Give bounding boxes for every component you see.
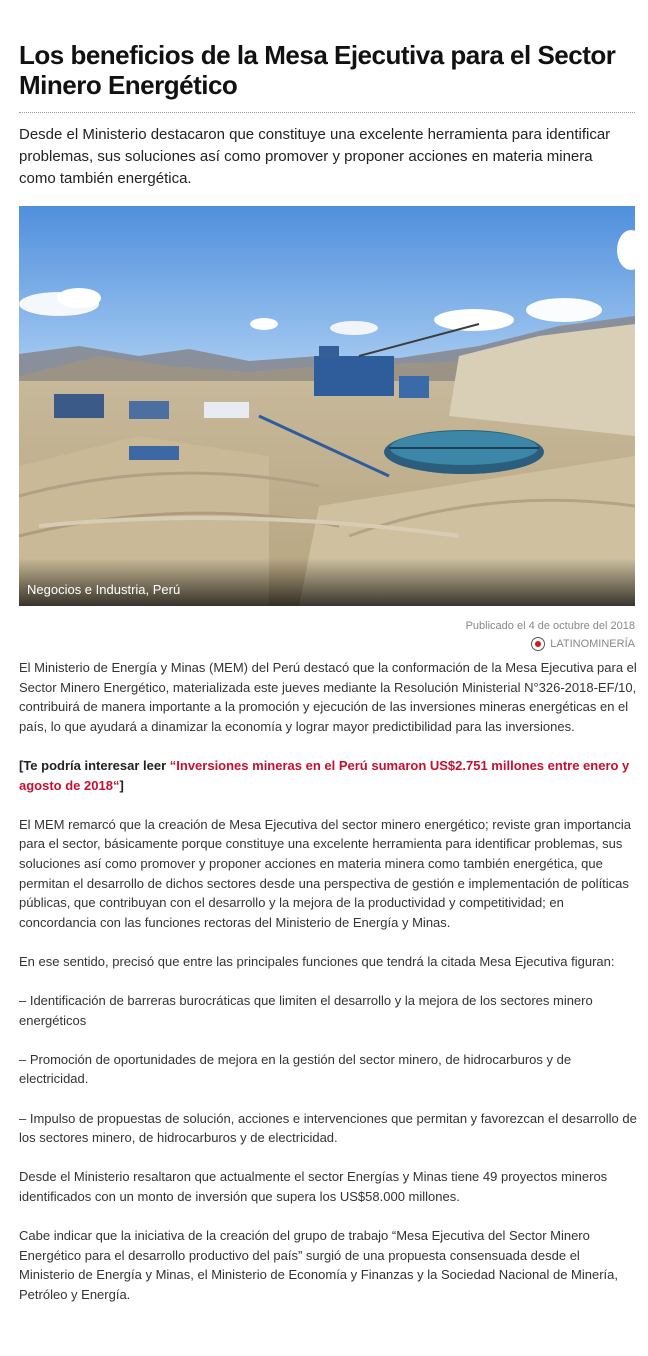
related-prefix: [Te podría interesar leer [19,757,170,773]
paragraph-functions-intro: En ese sentido, precisó que entre las principales funciones que tendrá la citada Mesa Ejecutiva figuran: [19,953,615,969]
paragraph-intro: El Ministerio de Energía y Minas (MEM) del Perú destacó que la conformación de la Mesa Ejecutiva para el Sector Minero Energético, materializada este jueves mediante la Resolución Ministerial N°326-2018-EF/10, contribuirá de manera importante a la promoción y ejecución de las inversiones mineras energéticas en el país, lo que ayudará a dinamizar la economía y lograr mayor predictibilidad para las inversiones. [19,660,637,734]
article-lead: Desde el Ministerio destacaron que constituye una excelente herramienta para identificar problemas, sus soluciones así como promover y proponer acciones en materia minera como también energética. [19,126,611,187]
article-title: Los beneficios de la Mesa Ejecutiva para el Sector Minero Energético [19,40,616,100]
related-article [19,756,637,795]
source-label: LATINOMINERÍA [550,638,635,650]
function-item-3: – Impulso de propuestas de solución, acciones e intervenciones que permitan y favorezcan el desarrollo de los sectores minero, de hidrocarburos y de electricidad. [19,1110,637,1146]
publish-date: Publicado el 4 de octubre del 2018 [465,620,635,632]
related-suffix: ] [119,777,124,793]
related-open-quote: “ [169,757,177,773]
paragraph-projects: Desde el Ministerio resaltaron que actualmente el sector Energías y Minas tiene 49 proyectos mineros identificados con un monto de inversión que supera los US$58.000 millones. [19,1169,608,1205]
paragraph-mem: El MEM remarcó que la creación de Mesa Ejecutiva del sector minero energético; reviste gran importancia para el sector, básicamente porque constituye una excelente herramienta para identificar problemas, sus soluciones así como promover y proponer acciones en materia minera como también energética, que permitan el desarrollo de dichos sectores desde una perspectiva de gestión e implementación de políticas públicas, que contribuyan con el desarrollo y la mejora de la productividad y competitividad; en concordancia con las funciones rectoras del Ministerio de Energía y Minas. [19,816,631,930]
related-article-link[interactable]: Inversiones mineras en el Perú sumaron US$2.751 millones entre enero y agosto de 2018 [19,757,630,793]
function-item-1: – Identificación de barreras burocráticas que limiten el desarrollo y la mejora de los sectores minero energéticos [19,993,593,1028]
mining-site-photo [19,206,635,606]
paragraph-initiative: Cabe indicar que la iniciativa de la creación del grupo de trabajo “Mesa Ejecutiva del Sector Minero Energético para el desarrollo productivo del país” surgió de una propuesta consensuada desde el Ministerio de Energía y Minas, el Ministerio de Economía y Finanzas y la Sociedad Nacional de Minería, Petróleo y Energía. [19,1228,619,1302]
function-item-2: – Promoción de oportunidades de mejora en la gestión del sector minero, de hidrocarburos y de electricidad. [19,1051,572,1087]
image-caption: Negocios e Industria, Perú [27,582,181,597]
article-meta [466,618,635,652]
image-caption-overlay [19,558,635,606]
source-row [466,636,635,652]
record-dot-icon [531,637,545,651]
article-body [19,658,637,1324]
hero-image [19,206,635,606]
related-close-quote: “ [112,777,120,793]
title-divider [19,112,635,113]
